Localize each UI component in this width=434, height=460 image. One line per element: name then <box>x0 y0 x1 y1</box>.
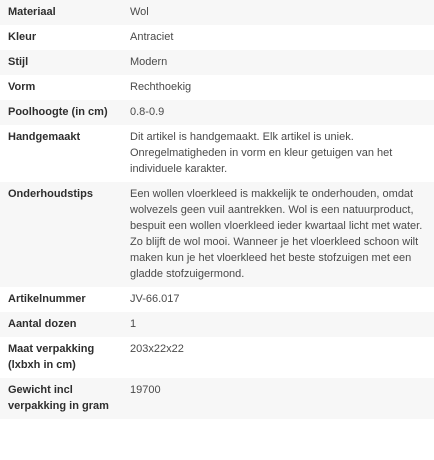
spec-value: 0.8-0.9 <box>122 100 434 125</box>
spec-row-onderhoudstips <box>0 182 434 287</box>
spec-label: Vorm <box>0 75 122 100</box>
spec-row-materiaal <box>0 0 434 25</box>
spec-value: 19700 <box>122 378 434 419</box>
spec-label: Aantal dozen <box>0 312 122 337</box>
spec-row-maat-verpakking <box>0 337 434 378</box>
spec-label: Handgemaakt <box>0 125 122 182</box>
spec-label: Kleur <box>0 25 122 50</box>
spec-row-vorm <box>0 75 434 100</box>
spec-value: Modern <box>122 50 434 75</box>
spec-row-stijl <box>0 50 434 75</box>
spec-value: Wol <box>122 0 434 25</box>
spec-label: Materiaal <box>0 0 122 25</box>
spec-value: Dit artikel is handgemaakt. Elk artikel is uniek. Onregelmatigheden in vorm en kleur getuigen van het individuele karakter. <box>122 125 434 182</box>
spec-value: Antraciet <box>122 25 434 50</box>
spec-label: Stijl <box>0 50 122 75</box>
spec-value: Een wollen vloerkleed is makkelijk te onderhouden, omdat wolvezels geen vuil aantrekken. Wol is een natuurproduct, bespuit een wollen vloerkleed ieder kwartaal licht met water. Zo blijft de wol mooi. Wanneer je het vloerkleed schoon wilt maken kun je het vloerkleed het beste stofzuigen met een gladde stofzuigermond. <box>122 182 434 287</box>
spec-row-aantal-dozen <box>0 312 434 337</box>
spec-row-kleur <box>0 25 434 50</box>
spec-row-poolhoogte <box>0 100 434 125</box>
spec-label: Artikelnummer <box>0 287 122 312</box>
spec-label: Onderhoudstips <box>0 182 122 287</box>
spec-value: 203x22x22 <box>122 337 434 378</box>
spec-label: Gewicht incl verpakking in gram <box>0 378 122 419</box>
spec-row-handgemaakt <box>0 125 434 182</box>
spec-label: Poolhoogte (in cm) <box>0 100 122 125</box>
spec-value: Rechthoekig <box>122 75 434 100</box>
spec-value: JV-66.017 <box>122 287 434 312</box>
spec-value: 1 <box>122 312 434 337</box>
spec-label: Maat verpakking (lxbxh in cm) <box>0 337 122 378</box>
spec-row-artikelnummer <box>0 287 434 312</box>
spec-row-gewicht <box>0 378 434 419</box>
